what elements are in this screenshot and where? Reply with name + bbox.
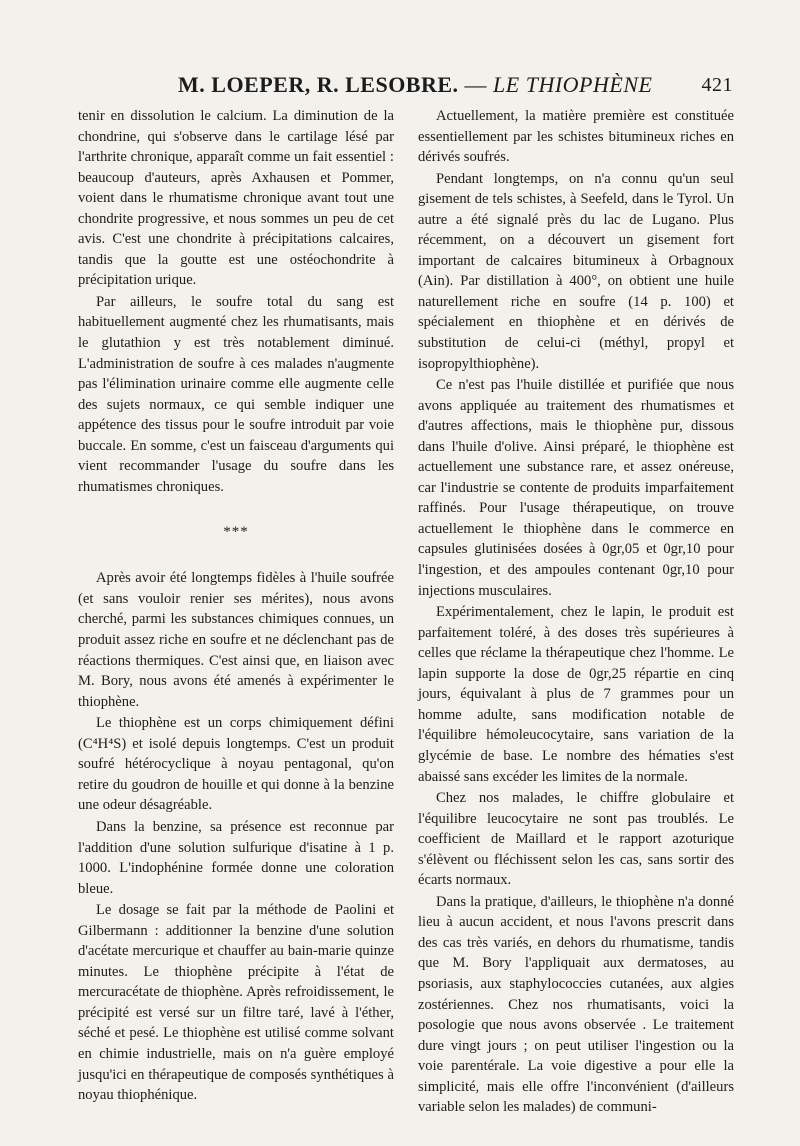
paragraph: Ce n'est pas l'huile distillée et purifiée que nous avons appliquée au traitement des rhumatismes et d'autres affections, mais le thiophène pur, dissous dans l'huile d'olive. Ainsi préparé, le thiophène est actuellement une substance rare, et assez onéreuse, car l'industrie se contente de produits imparfaitement raffinés. Pour l'usage thérapeutique, on trouve actuellement le thiophène dans le commerce en capsules glutinisées dosées à 0gr,05 et 0gr,10 pour l'ingestion, et des ampoules contenant 0gr,10 pour injections musculaires. — [418, 377, 734, 599]
right-column — [418, 106, 734, 1119]
paragraph: Par ailleurs, le soufre total du sang est habituellement augmenté chez les rhumatisants, mais le glutathion y est très notablement diminué. L'administration de soufre à ces malades n'augmente pas l'élimination urinaire comme elle augmente celle des sujets normaux, ce qui semble indiquer une appétence des tissus pour le soufre introduit par voie buccale. En somme, c'est un faisceau d'arguments qui vient recommander l'usage du soufre dans les rhumatismes chroniques. — [78, 293, 394, 495]
left-column — [78, 106, 394, 1107]
asterism: *** — [223, 524, 249, 541]
paragraph: Pendant longtemps, on n'a connu qu'un seul gisement de tels schistes, à Seefeld, dans le Tyrol. Un autre a été signalé près du lac de Lugano. Plus récemment, on a découvert un gisement fort important de calcaires bitumineux à Orbagnoux (Ain). Par distillation à 400°, on obtient une huile naturellement riche en soufre (14 p. 100) et spécialement en thiophène et en dérivés de substitution de celui-ci (méthyl, propyl et isopropylthiophène). — [418, 170, 734, 372]
paragraph: Chez nos malades, le chiffre globulaire et l'équilibre leucocytaire ne sont pas troublés. Le coefficient de Maillard et le rapport azoturique s'élèvent ou fléchissent selon les cas, sans sortir des écarts normaux. — [418, 790, 734, 889]
paragraph: Le thiophène est un corps chimiquement défini (C⁴H⁴S) et isolé depuis longtemps. C'est un produit soufré hétérocyclique à noyau pentagonal, qu'on retire du goudron de houille et qui donne à la benzine une odeur désagréable. — [78, 715, 394, 814]
paragraph: Expérimentalement, chez le lapin, le produit est parfaitement toléré, à des doses très supérieures à celles que réclame la thérapeutique chez l'homme. Le lapin supporte la dose de 0gr,25 répartie en cinq jours, équivalant à plus de 7 grammes pour un homme adulte, sans modification notable de l'équilibre hémoleucocytaire, sans variation de la glycémie de base. Le nombre des hématies s'est abaissé sans excéder les limites de la normale. — [418, 604, 734, 785]
page-number: 421 — [701, 74, 733, 96]
paragraph: tenir en dissolution le calcium. La diminution de la chondrine, qui s'observe dans le cartilage lésé par l'arthrite chronique, apparaît comme un fait essentiel : beaucoup d'auteurs, après Axhausen et Pommer, voient dans le rhumatisme chronique avant tout une chondrite progressive, et nous sommes un peu de cet avis. C'est une chondrite à précipitations calcaires, tandis que la goutte est une ostéochondrite à précipitation urique. — [78, 108, 394, 289]
paragraph: Actuellement, la matière première est constituée essentiellement par les schistes bitumineux riches en dérivés soufrés. — [418, 108, 734, 166]
paragraph: Dans la pratique, d'ailleurs, le thiophène n'a donné lieu à aucun accident, et nous l'avons prescrit dans des cas très variés, en dehors du rhumatisme, tandis que M. Bory l'appliquait aux dermatoses, au psoriasis, aux staphylococcies cutanées, aux algies zostériennes. Chez nos rhumatisants, voici la posologie que nous avons observée . Le traitement dure vingt jours ; on peut utiliser l'ingestion ou la voie parentérale. La voie digestive a pour elle la simplicité, mais elle offre l'inconvénient (d'ailleurs variable selon les malades) de communi- — [418, 893, 734, 1116]
paragraph: Dans la benzine, sa présence est reconnue par l'addition d'une solution sulfurique d'isatine à 1 p. 1000. L'indophénine formée donne une coloration bleue. — [78, 818, 394, 897]
running-header — [178, 72, 733, 104]
header-separator: — — [458, 72, 494, 97]
paragraph: Après avoir été longtemps fidèles à l'huile soufrée (et sans vouloir renier ses mérites), nous avons cherché, parmi les substances chimiques connues, un produit assez riche en soufre et ne déclenchant pas de réactions thermiques. C'est ainsi que, en liaison avec M. Bory, nous avons été amenés à expérimenter le thiophène. — [78, 570, 394, 710]
section-break-asterism — [78, 524, 394, 540]
header-title: LE THIOPHÈNE — [493, 72, 653, 97]
paragraph: Le dosage se fait par la méthode de Paolini et Gilbermann : additionner la benzine d'une solution d'acétate mercurique et chauffer au bain-marie quinze minutes. Le thiophène précipite à l'état de mercuracétate de thiophène. Après refroidissement, le précipité est versé sur un filtre taré, lavé à l'éther, séché et pesé. Le thiophène est utilisé comme solvant en chimie industrielle, mais on n'a guère employé jusqu'ici en thérapeutique de composés synthétiques à noyau thiophénique. — [78, 902, 394, 1104]
header-authors: M. LOEPER, R. LESOBRE. — [178, 72, 459, 97]
